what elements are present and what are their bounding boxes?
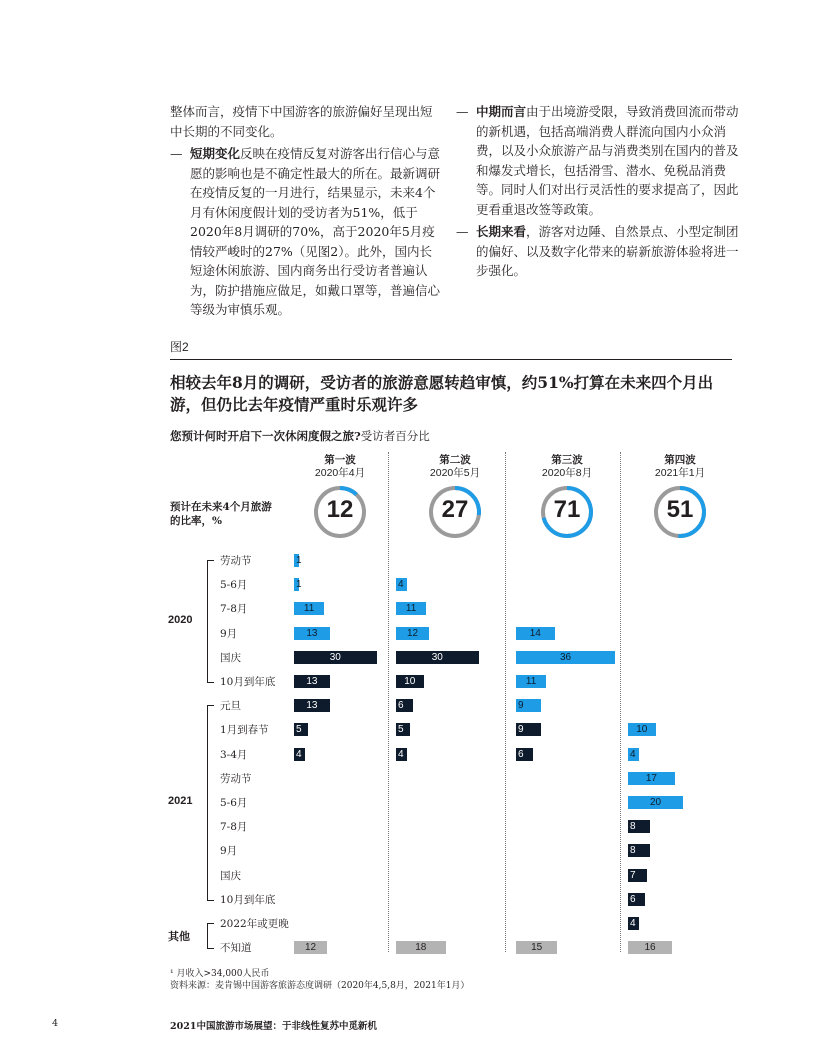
data-bar: 6 [628,893,645,906]
wave-date: 2020年4月 [314,467,366,479]
ring-value: 27 [441,496,469,523]
data-bar: 10 [628,723,656,736]
data-bar: 4 [294,748,305,761]
data-bar: 11 [396,602,426,615]
category-label: 1月到春节 [220,724,269,737]
ring-caption-line2: 的比率，% [170,515,222,527]
figure-question: 您预计何时开启下一次休闲度假之旅? [170,429,361,443]
dash-short-term: — [170,146,183,161]
data-bar: 12 [294,941,327,954]
data-bar: 13 [294,627,330,640]
wave-date: 2021年1月 [654,467,706,479]
category-label: 不知道 [220,942,252,955]
group-label: 2021 [168,795,193,807]
category-label: 2022年或更晚 [220,918,289,930]
column-separator [388,452,389,952]
data-bar: 4 [628,748,639,761]
wave-header: 第四波 [664,454,696,466]
data-bar: 16 [628,941,672,954]
category-label: 9月 [220,845,238,858]
mid-term-text: 由于出境游受限，导致消费回流而带动的新机遇，包括高端消费人群流向国内小众消费，以及小众旅游产品与消费类别在国内的普及和爆发式增长，包括滑雪、潜水、免税品消费等。同时人们对出行灵活性的要求提高了，因此更看重退改签等政策。 [476,104,739,217]
figure-unit: 受访者百分比 [360,429,430,443]
data-bar: 18 [396,941,446,954]
dash-mid-term: — [456,104,469,119]
wave-date: 2020年8月 [541,467,593,479]
mid-term-label: 中期而言 [476,104,527,119]
data-bar: 7 [628,869,647,882]
data-bar: 6 [516,748,533,761]
ring-value: 71 [553,496,581,523]
dash-long-term: — [456,224,469,239]
page-number: 4 [52,1018,59,1029]
short-term-label: 短期变化 [190,146,241,161]
category-label: 国庆 [220,869,241,882]
column-separator [620,452,621,952]
intro-paragraph: 整体而言，疫情下中国游客的旅游偏好呈现出短中长期的不同变化。 [170,104,433,139]
data-bar: 6 [396,699,413,712]
figure-label: 图2 [170,340,189,354]
ring-caption [170,500,290,528]
group-label: 2020 [168,613,193,626]
data-bar: 9 [516,723,541,736]
ring-value: 51 [666,496,694,523]
category-label: 5-6月 [220,797,248,809]
group-bracket [207,923,214,949]
category-label: 5-6月 [220,579,248,592]
data-bar: 11 [294,602,324,615]
category-label: 劳动节 [220,555,252,567]
data-bar: 11 [516,675,546,688]
data-bar: 10 [396,675,424,688]
data-bar: 36 [516,651,615,664]
category-label: 劳动节 [220,772,252,785]
ring-value: 12 [326,496,354,523]
category-label: 10月到年底 [220,893,276,906]
data-bar: 1 [296,555,302,566]
wave-header: 第一波 [324,454,356,466]
group-bracket [207,705,214,901]
long-term-text: ，游客对边陲、自然景点、小型定制团的偏好、以及数字化带来的崭新旅游体验将进一步强化。 [476,224,739,278]
source-note: 资料来源：麦肯锡中国游客旅游态度调研（2020年4,5,8月，2021年1月） [170,981,470,991]
data-bar: 13 [294,675,330,688]
data-bar: 30 [294,651,377,664]
category-label: 7-8月 [220,603,248,616]
data-bar: 30 [396,651,479,664]
short-term-text: 反映在疫情反复对游客出行信心与意愿的影响也是不确定性最大的所在。最新调研在疫情反复的一月进行，结果显示，未来4个月有休闲度假计划的受访者为51%，低于2020年8月调研的70%，高于2020年5月疫情较严峻时的27%（见图2）。此外，国内长短途休闲旅游、国内商务出行受访者普遍认为，防护措施应做足，如戴口罩等，普遍信心等级为审慎乐观。 [190,146,441,317]
footnote: ¹ 月收入>34,000人民币 [170,969,270,979]
data-bar: 13 [294,699,330,712]
data-bar: 5 [294,723,308,736]
data-bar: 4 [628,917,639,930]
data-bar: 12 [396,627,429,640]
data-bar: 1 [296,579,302,591]
group-label: 其他 [168,931,190,944]
data-bar: 4 [396,578,407,591]
data-bar: 8 [628,820,650,833]
footer-title: 2021中国旅游市场展望：于非线性复苏中觅新机 [170,1021,377,1032]
data-bar: 20 [628,796,683,809]
group-bracket [207,560,214,683]
data-bar: 5 [396,723,410,736]
data-bar: 4 [396,748,407,761]
category-label: 7-8月 [220,821,248,834]
data-bar: 17 [628,772,675,785]
data-bar: 14 [516,627,555,640]
category-label: 国庆 [220,651,241,664]
data-bar: 15 [516,941,557,954]
wave-header: 第二波 [439,454,471,466]
category-label: 3-4月 [220,748,248,761]
long-term-label: 长期来看 [476,224,527,239]
wave-date: 2020年5月 [429,467,481,479]
ring-caption-line1: 预计在未来4个月旅游 [170,501,272,513]
wave-header: 第三波 [551,454,583,466]
figure-title: 相较去年8月的调研，受访者的旅游意愿转趋审慎，约51%打算在未来四个月出游，但仍比去年疫情严重时乐观许多 [170,373,714,414]
category-label: 9月 [220,627,238,640]
category-label: 元旦 [220,700,241,713]
category-label: 10月到年底 [220,676,276,688]
data-bar: 9 [516,699,541,712]
column-separator [505,452,506,952]
data-bar: 8 [628,844,650,857]
